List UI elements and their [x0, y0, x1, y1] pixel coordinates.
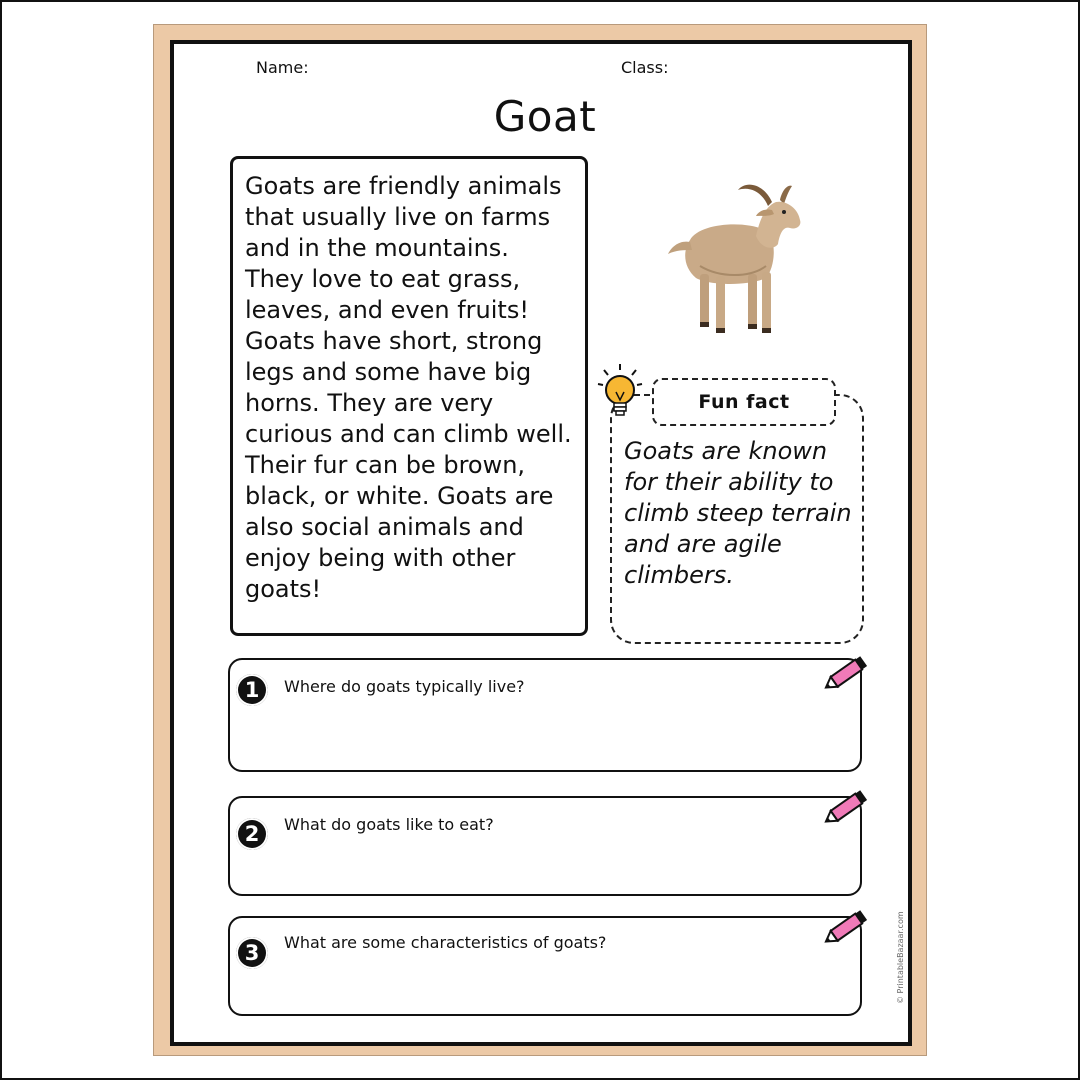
- name-label: Name:: [256, 58, 309, 77]
- passage-box: [230, 156, 588, 636]
- passage-text: Goats are friendly animals that usually live on farms and in the mountains. They love to eat grass, leaves, and even fruits! Goats have short, strong legs and some have big horns. They are very curious and can climb well. Their fur can be brown, black, or white. Goats are also social animals and enjoy being with other goats!: [245, 172, 572, 603]
- question-1-text: Where do goats typically live?: [284, 677, 525, 696]
- credit-text: © PrintableBazaar.com: [896, 911, 905, 1004]
- fun-fact-label-box: [652, 378, 836, 426]
- fun-fact-label: Fun fact: [698, 391, 790, 413]
- page-title: Goat: [493, 92, 597, 141]
- lightbulb-icon: [596, 362, 646, 422]
- question-3-text: What are some characteristics of goats?: [284, 933, 607, 952]
- question-2-box[interactable]: [228, 796, 862, 896]
- goat-illustration: [660, 170, 810, 344]
- fun-fact-text: Goats are known for their ability to climb steep terrain and are agile climbers.: [624, 437, 852, 589]
- class-label: Class:: [621, 58, 669, 77]
- pencil-icon: [822, 906, 872, 950]
- pencil-icon: [822, 786, 872, 830]
- question-2-number: 2: [236, 818, 268, 850]
- question-3-box[interactable]: [228, 916, 862, 1016]
- worksheet-page: [170, 40, 912, 1046]
- question-2-text: What do goats like to eat?: [284, 815, 494, 834]
- pencil-icon: [822, 652, 872, 696]
- question-3-number: 3: [236, 937, 268, 969]
- question-1-box[interactable]: [228, 658, 862, 772]
- question-1-number: 1: [236, 674, 268, 706]
